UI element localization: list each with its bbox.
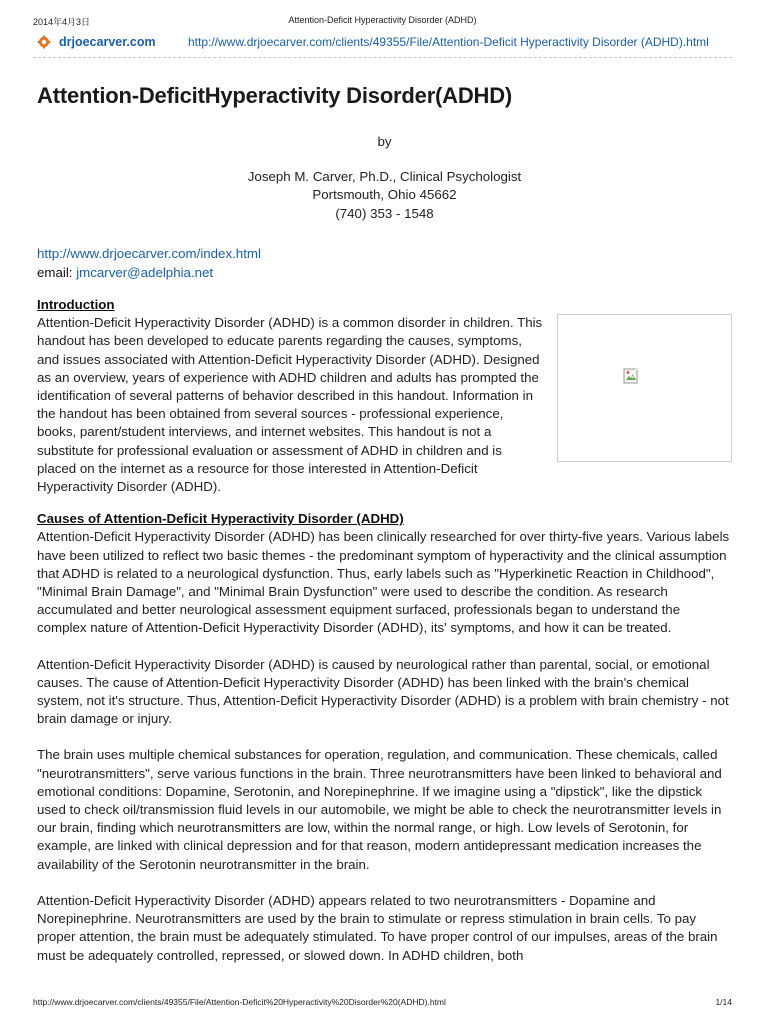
paragraph: The brain uses multiple chemical substances for operation, regulation, and communication. These chemicals, called "neurotransmitters", serve various functions in the brain. Three neurotransmitters have been linked to behavioral and emotional conditions: Dopamine, Serotonin, and Norepinephrine. If we imagine using a "dipstick", like the dipstick used to check oil/transmission fluid levels in our automobile, we might be able to check the neurotransmitter levels in our brain, finding which neurotransmitters are low, within the normal range, or high. Low levels of Serotonin, for example, are linked with clinical depression and for that reason, modern antidepressant medication increases the availability of the Serotonin neurotransmitter in the brain. [37,747,722,872]
paragraph: Attention-Deficit Hyperactivity Disorder (ADHD) is caused by neurological rather than parental, social, or emotional causes. The cause of Attention-Deficit Hyperactivity Disorder (ADHD) has been linked with the brain's chemical system, not it's structure. Thus, Attention-Deficit Hyperactivity Disorder (ADHD) is a problem with brain chemistry - not brain damage or injury. [37,656,729,727]
page-number: 1/14 [715,997,732,1007]
contact-block [37,245,732,282]
author-name-line: Joseph M. Carver, Ph.D., Clinical Psychologist [247,168,522,184]
article-content [37,82,732,965]
footer-url: http://www.drjoecarver.com/clients/49355/File/Attention-Deficit%20Hyperactivity%20Disorder%20(ADHD).html [33,997,446,1007]
gear-logo-icon [37,35,51,49]
section-heading: Introduction [37,297,115,312]
print-title: Attention-Deficit Hyperactivity Disorder (ADHD) [288,15,477,25]
paragraph: Attention-Deficit Hyperactivity Disorder (ADHD) is a common disorder in children. This handout has been developed to educate parents regarding the causes, symptoms, and issues associated with Attention-Deficit Hyperactivity Disorder (ADHD). Designed as an overview, years of experience with ADHD children and adults has prompted the identification of several patterns of behavior described in this handout. Information in the handout has been obtained from several sources - professional experience, books, parent/student interviews, and internet websites. This handout is not a substitute for professional evaluation or assessment of ADHD in children and is placed on the internet as a resource for those interested in Attention-Deficit Hyperactivity Disorder (ADHD). [37,315,543,495]
section-causes [37,510,732,964]
email-link[interactable]: jmcarver@adelphia.net [76,264,214,280]
page-title: Attention-DeficitHyperactivity Disorder(ADHD) [37,83,513,108]
print-header [33,15,732,29]
site-logo-link[interactable] [37,35,156,49]
author-address-line: Portsmouth, Ohio 45662 [312,187,457,202]
header-divider [33,57,732,58]
site-bar [37,34,732,54]
section-heading: Causes of Attention-Deficit Hyperactivity Disorder (ADHD) [37,511,404,527]
author-phone-line: (740) 353 - 1548 [335,205,434,221]
print-footer [33,997,732,1009]
email-label: email: [37,264,73,280]
byline-by: by [377,134,392,149]
paragraph: Attention-Deficit Hyperactivity Disorder (ADHD) has been clinically researched for over thirty-five years. Various labels have been utilized to reflect two basic themes - the predominant symptom of hyperactivity and the clinical assumption that ADHD is related to a neurological dysfunction. Thus, early labels such as "Hyperkinetic Reaction in Childhood", "Minimal Brain Damage", and "Minimal Brain Dysfunction" were used to describe the condition. As research accumulated and better neurological assessment equipment surfaced, professionals began to understand the complex nature of Attention-Deficit Hyperactivity Disorder (ADHD), its' symptoms, and how it can be treated. [37,529,730,636]
paragraph: Attention-Deficit Hyperactivity Disorder (ADHD) appears related to two neurotransmitters - Dopamine and Norepinephrine. Neurotransmitters are used by the brain to stimulate or repress stimulation in brain cells. To pay proper attention, the brain must be adequately stimulated. To have proper control of our impulses, areas of the brain must be adequately controlled, repressed, or slowed down. In ADHD children, both [37,892,718,963]
home-link[interactable]: http://www.drjoecarver.com/index.html [37,246,261,261]
image-placeholder [557,314,732,462]
section-introduction [37,296,732,496]
site-name: drjoecarver.com [59,35,156,49]
source-url-link[interactable]: http://www.drjoecarver.com/clients/49355/File/Attention-Deficit Hyperactivity Disorder (ADHD).html [188,35,709,49]
byline [37,133,732,223]
broken-image-icon [623,368,639,384]
print-date: 2014年4月3日 [33,17,91,27]
